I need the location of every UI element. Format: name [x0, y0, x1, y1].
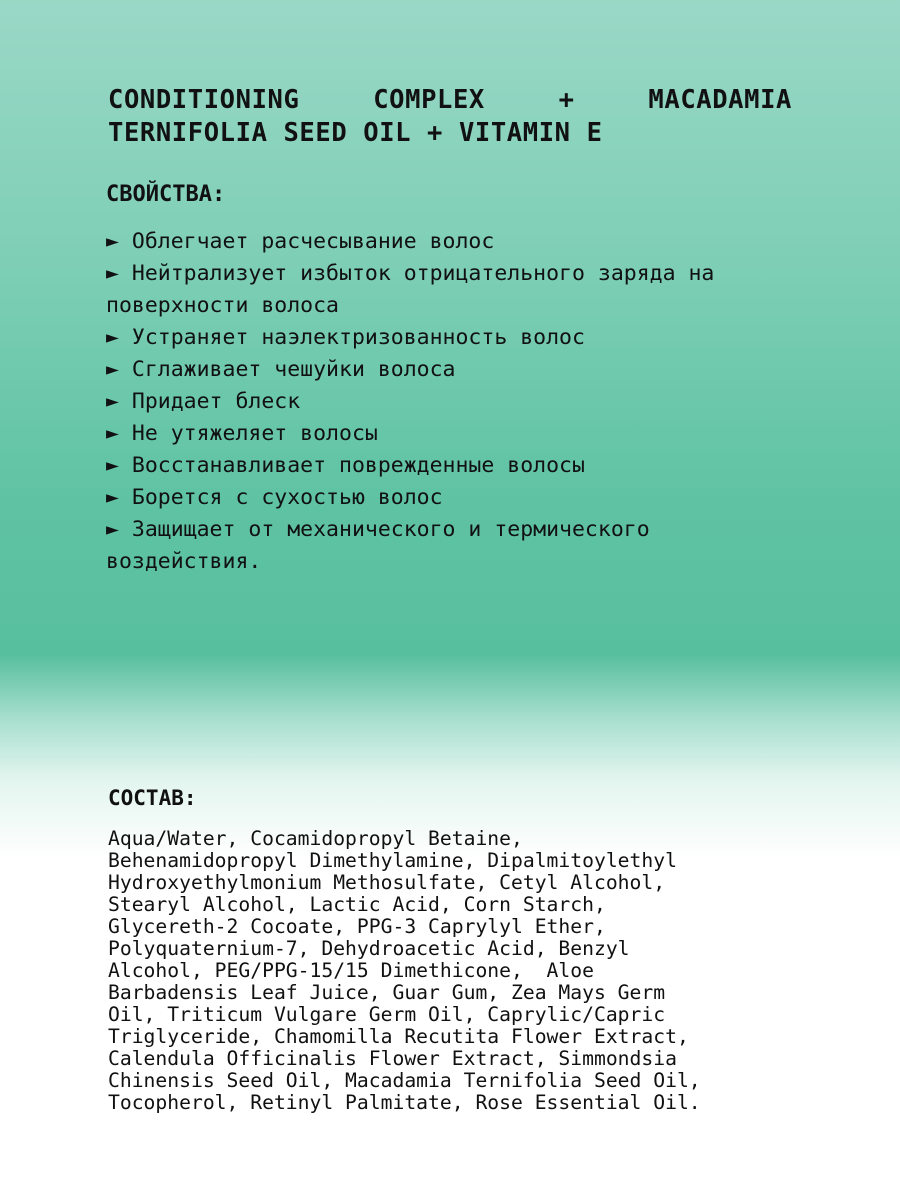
property-item: ► Облегчает расчесывание волос — [106, 229, 495, 254]
property-item: ► Устраняет наэлектризованность волос — [106, 325, 585, 350]
product-title-line-1: CONDITIONING COMPLEX + MACADAMIA — [108, 85, 792, 115]
property-item: ► Восстанавливает поврежденные волосы — [106, 453, 585, 478]
properties-list — [106, 226, 806, 578]
properties-heading: СВОЙСТВА: — [106, 182, 226, 207]
product-title-line-2: TERNIFOLIA SEED OIL + VITAMIN E — [108, 118, 603, 148]
property-item: ► Сглаживает чешуйки волоса — [106, 357, 456, 382]
composition-ingredients: Aqua/Water, Cocamidopropyl Betaine, Behenamidopropyl Dimethylamine, Dipalmitoylethyl Hydroxyethylmonium Methosulfate, Cetyl Alcohol, Stearyl Alcohol, Lactic Acid, Corn Starch, Glycereth-2 Cocoate, PPG-3 Caprylyl Ether, Polyquaternium-7, Dehydroacetic Acid, Benzyl Alcohol, PEG/PPG-15/15 Dimethicone, Aloe Barbadensis Leaf Juice, Guar Gum, Zea Mays Germ Oil, Triticum Vulgare Germ Oil, Caprylic/Capric Triglyceride, Chamomilla Recutita Flower Extract, Calendula Officinalis Flower Extract, Simmondsia Chinensis Seed Oil, Macadamia Ternifolia Seed Oil, Tocopherol, Retinyl Palmitate, Rose Essential Oil. — [108, 827, 701, 1114]
property-item: ► Не утяжеляет волосы — [106, 421, 378, 446]
property-item: ► Придает блеск — [106, 389, 301, 414]
property-item: ► Защищает от механического и термического воздействия. — [106, 517, 650, 574]
property-item: ► Нейтрализует избыток отрицательного заряда на поверхности волоса — [106, 261, 715, 318]
property-item: ► Борется с сухостью волос — [106, 485, 443, 510]
composition-heading: СОСТАВ: — [108, 786, 197, 810]
product-title — [108, 84, 792, 150]
